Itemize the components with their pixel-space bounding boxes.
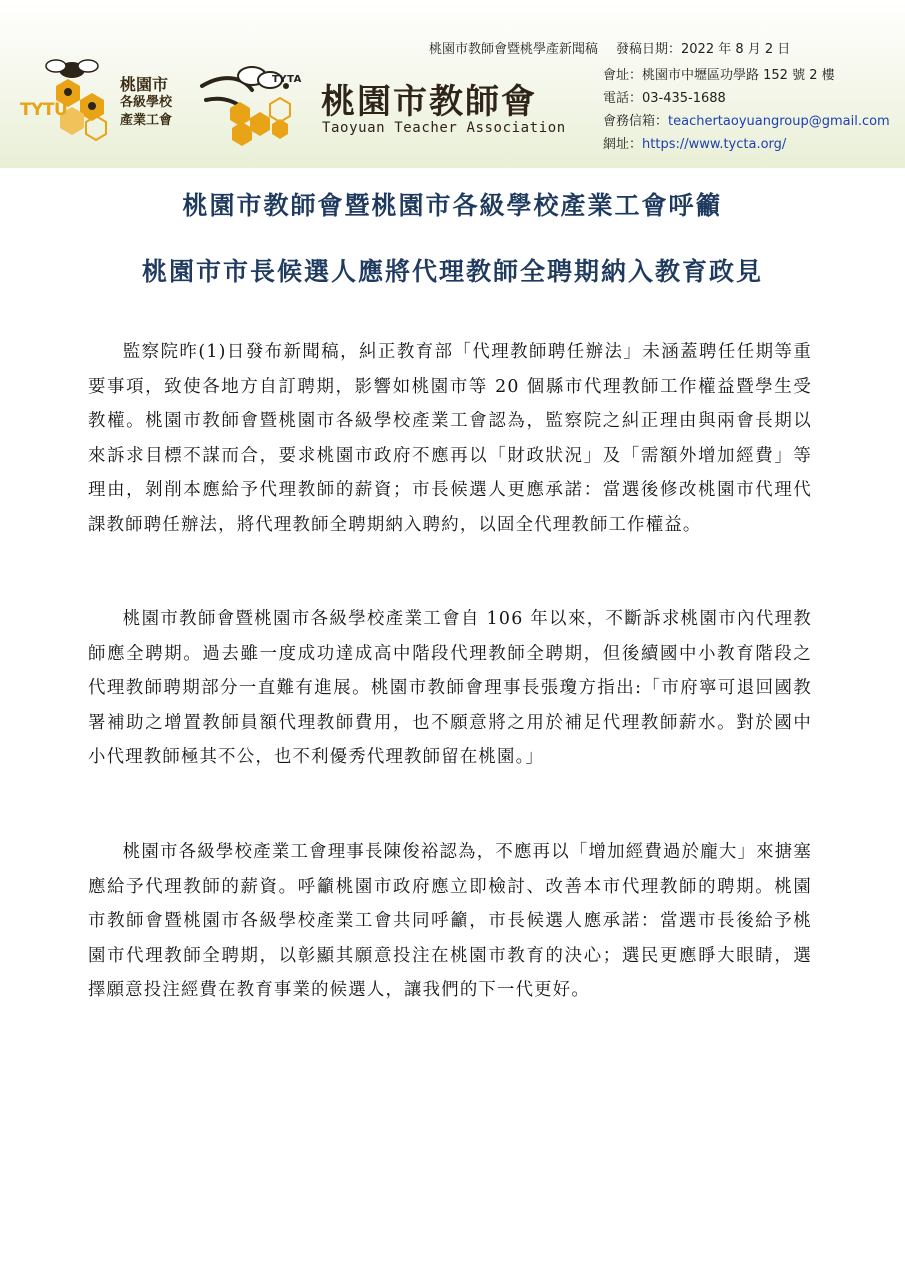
contact-website-link[interactable]: https://www.tycta.org/ — [642, 137, 787, 152]
tytu-name-line1: 桃園市 — [120, 75, 169, 94]
body-paragraph: 桃園市各級學校產業工會理事長陳俊裕認為，不應再以「增加經費過於龐大」來搪塞應給予代理教師的薪資。呼籲桃園市政府應立即檢討、改善本市代理教師的聘期。桃園市教師會暨桃園市各級學校產業工會共同呼籲，市長候選人應承諾：當選市長後給予桃園市代理教師全聘期，以彰顯其願意投注在桃園市教育的決心；選民更應睜大眼睛，選擇願意投注經費在教育事業的候選人，讓我們的下一代更好。 — [88, 842, 812, 1000]
tytu-name-line2: 各級學校 — [120, 95, 173, 110]
contact-email-row — [603, 110, 903, 133]
headline-line2: 桃園市市長候選人應將代理教師全聘期納入教育政見 — [141, 257, 763, 286]
logo-area — [16, 56, 568, 146]
contact-phone: 電話：03-435-1688 — [603, 91, 726, 106]
org-name-en: Taoyuan Teacher Association — [322, 120, 566, 136]
org-name: 桃園市教師會 — [321, 82, 537, 122]
contact-address: 會址：桃園市中壢區功學路 152 號 2 樓 — [603, 68, 835, 83]
body-paragraph: 監察院昨(1)日發布新聞稿，糾正教育部「代理教師聘任辦法」未涵蓋聘任任期等重要事項，致使各地方自訂聘期，影響如桃園市等 20 個縣市代理教師工作權益暨學生受教權。桃園市教師會暨桃園市各級學校產業工會認為，監察院之糾正理由與兩會長期以來訴求目標不謀而合，要求桃園市政府不應再以「財政狀況」及「需額外增加經費」等理由，剝削本應給予代理教師的薪資；市長候選人更應承諾：當選後修改桃園市代理代課教師聘任辦法，將代理教師全聘期納入聘約，以固全代理教師工作權益。 — [88, 342, 812, 535]
release-line — [429, 38, 899, 57]
contact-email-link[interactable]: teachertaoyuangroup@gmail.com — [668, 114, 890, 129]
tyta-abbr: TYTA — [272, 74, 302, 85]
tytu-name — [120, 76, 200, 130]
body-paragraph: 桃園市教師會暨桃園市各級學校產業工會自 106 年以來，不斷訴求桃園市內代理教師應全聘期。過去雖一度成功達成高中階段代理教師全聘期，但後續國中小教育階段之代理教師聘期部分一直難有進展。桃園市教師會理事長張瓊方指出:「市府寧可退回國教署補助之增置教師員額代理教師費用，也不願意將之用於補足代理教師薪水。對於國中小代理教師極其不公，也不利優秀代理教師留在桃園。」 — [88, 609, 812, 767]
tyta-bee-logo-icon — [192, 56, 312, 146]
contact-block — [603, 64, 903, 156]
release-source: 桃園市教師會暨桃學產新聞稿 — [429, 42, 599, 57]
contact-website-label: 網址： — [603, 137, 643, 152]
release-date: 發稿日期：2022 年 8 月 2 日 — [616, 42, 791, 57]
headline-line1: 桃園市教師會暨桃園市各級學校產業工會呼籲 — [182, 191, 723, 220]
tytu-name-line3: 產業工會 — [120, 113, 173, 128]
contact-email-label: 會務信箱： — [603, 114, 669, 129]
tytu-abbr: TYTU — [20, 100, 68, 120]
contact-website-row — [603, 133, 903, 156]
